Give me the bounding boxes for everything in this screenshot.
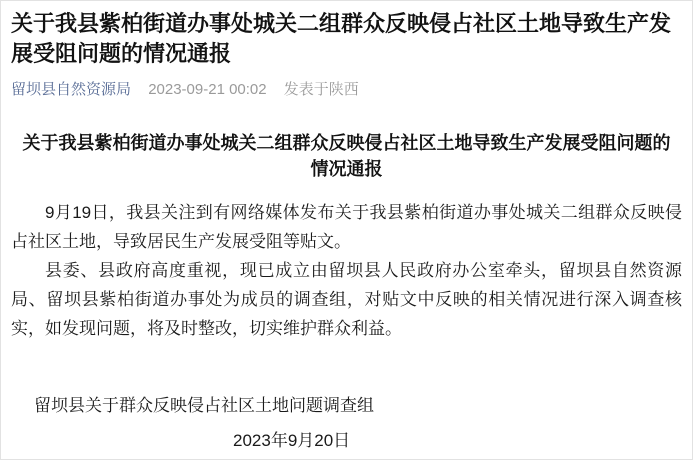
publish-timestamp: 2023-09-21 00:02 bbox=[148, 81, 267, 98]
article-header bbox=[11, 9, 682, 100]
account-name-link[interactable]: 留坝县自然资源局 bbox=[11, 81, 132, 98]
article-meta bbox=[11, 79, 682, 100]
document-title: 关于我县紫柏街道办事处城关二组群众反映侵占社区土地导致生产发展受阻问题的情况通报 bbox=[22, 133, 671, 179]
publish-location: 发表于陕西 bbox=[283, 81, 359, 98]
document-date: 2023年9月20日 bbox=[233, 431, 351, 450]
paragraph: 9月19日，我县关注到有网络媒体发布关于我县紫柏街道办事处城关二组群众反映侵占社区土地，导致居民生产发展受阻等贴文。 bbox=[11, 203, 682, 251]
paragraph: 县委、县政府高度重视，现已成立由留坝县人民政府办公室牵头，留坝县自然资源局、留坝县紫柏街道办事处为成员的调查组，对贴文中反映的相关情况进行深入调查核实，如发现问题，将及时整改，切实维护群众利益。 bbox=[11, 261, 682, 338]
article-title: 关于我县紫柏街道办事处城关二组群众反映侵占社区土地导致生产发展受阻问题的情况通报 bbox=[11, 11, 672, 66]
signature-line: 留坝县关于群众反映侵占社区土地问题调查组 bbox=[34, 396, 374, 415]
article-body bbox=[11, 130, 682, 455]
